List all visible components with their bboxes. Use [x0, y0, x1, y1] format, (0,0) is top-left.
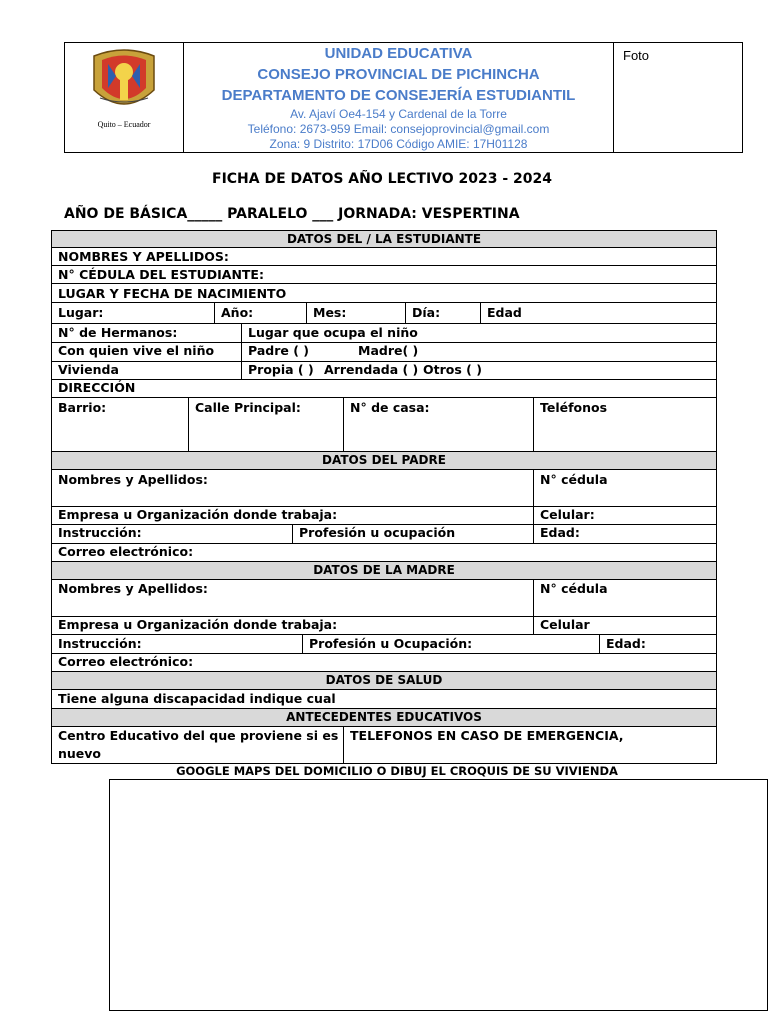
age-field[interactable]: Edad — [480, 303, 481, 323]
birth-order-field[interactable]: Lugar que ocupa el niño — [241, 324, 242, 342]
emergency-phones-field[interactable]: TELEFONOS EN CASO DE EMERGENCIA, — [343, 727, 344, 763]
section-education: ANTECEDENTES EDUCATIVOS — [51, 709, 717, 727]
row-mother-email[interactable]: Correo electrónico: — [51, 654, 717, 672]
row-mother-education[interactable]: Instrucción: Profesión u Ocupación: Edad: — [51, 635, 717, 654]
father-age-field[interactable]: Edad: — [533, 525, 534, 543]
father-option[interactable]: Padre ( ) — [248, 343, 309, 358]
lives-with-options[interactable] — [241, 343, 419, 361]
section-student: DATOS DEL / LA ESTUDIANTE — [51, 230, 717, 248]
header-contact: Teléfono: 2673-959 Email: consejoprovincial@gmail.com — [247, 122, 550, 136]
phones-field[interactable]: Teléfonos — [533, 398, 534, 451]
row-mother-names[interactable]: Nombres y Apellidos: N° cédula — [51, 580, 717, 617]
row-housing[interactable]: Vivienda Propia ( ) Arrendada ( ) Otros ( ) — [51, 362, 717, 380]
row-student-birth[interactable]: LUGAR Y FECHA DE NACIMIENTO — [51, 284, 717, 303]
header-line-1: UNIDAD EDUCATIVA — [324, 45, 473, 62]
mother-profession-field[interactable]: Profesión u Ocupación: — [302, 635, 303, 653]
mother-age-field[interactable]: Edad: — [599, 635, 600, 653]
header-codes: Zona: 9 Distrito: 17D06 Código AMIE: 17H01128 — [269, 137, 528, 151]
main-street-field[interactable]: Calle Principal: — [188, 398, 189, 451]
row-lives-with[interactable]: Con quien vive el niño Padre ( ) Madre( ) — [51, 343, 717, 362]
birth-year-field[interactable]: Año: — [214, 303, 215, 323]
school-crest-logo — [64, 42, 184, 122]
row-student-names[interactable]: NOMBRES Y APELLIDOS: — [51, 248, 717, 266]
father-id-field[interactable]: N° cédula — [533, 470, 534, 506]
form-title: FICHA DE DATOS AÑO LECTIVO 2023 - 2024 — [212, 171, 553, 187]
section-father: DATOS DEL PADRE — [51, 452, 717, 470]
row-address-details[interactable]: Barrio: Calle Principal: N° de casa: Teléfonos — [51, 398, 717, 452]
birth-month-field[interactable]: Mes: — [306, 303, 307, 323]
form-subtitle: AÑO DE BÁSICA_____ PARALELO ___ JORNADA: VESPERTINA — [64, 206, 520, 222]
others-option[interactable]: Otros ( ) — [423, 362, 482, 377]
mother-cell-field[interactable]: Celular — [533, 617, 534, 634]
row-siblings[interactable]: N° de Hermanos: Lugar que ocupa el niño — [51, 324, 717, 343]
section-health: DATOS DE SALUD — [51, 672, 717, 690]
row-previous-school[interactable]: Centro Educativo del que proviene si es nuevo TELEFONOS EN CASO DE EMERGENCIA, — [51, 727, 717, 764]
row-father-company[interactable]: Empresa u Organización donde trabaja: Celular: — [51, 507, 717, 525]
photo-label: Foto — [623, 48, 650, 63]
map-sketch-box[interactable] — [109, 779, 768, 1011]
logo-caption: Quito – Ecuador — [97, 120, 151, 129]
mother-id-field[interactable]: N° cédula — [533, 580, 534, 616]
row-father-education[interactable]: Instrucción: Profesión u ocupación Edad: — [51, 525, 717, 544]
header-line-2: CONSEJO PROVINCIAL DE PICHINCHA — [257, 66, 540, 83]
section-mother: DATOS DE LA MADRE — [51, 562, 717, 580]
rented-option[interactable]: Arrendada ( ) — [324, 362, 419, 377]
own-option[interactable]: Propia ( ) — [248, 362, 314, 377]
header-line-3: DEPARTAMENTO DE CONSEJERÍA ESTUDIANTIL — [221, 87, 576, 104]
row-mother-company[interactable]: Empresa u Organización donde trabaja: Celular — [51, 617, 717, 635]
row-father-email[interactable]: Correo electrónico: — [51, 544, 717, 562]
row-address: DIRECCIÓN — [51, 380, 717, 398]
header-address: Av. Ajaví Oe4-154 y Cardenal de la Torre — [290, 107, 507, 121]
row-student-id[interactable]: N° CÉDULA DEL ESTUDIANTE: — [51, 266, 717, 284]
map-title: GOOGLE MAPS DEL DOMICILIO O DIBUJ EL CROQUIS DE SU VIVIENDA — [176, 764, 618, 778]
row-father-names[interactable]: Nombres y Apellidos: N° cédula — [51, 470, 717, 507]
house-number-field[interactable]: N° de casa: — [343, 398, 344, 451]
mother-option[interactable]: Madre( ) — [358, 343, 419, 358]
row-birth-details[interactable]: Lugar: Año: Mes: Día: Edad — [51, 303, 717, 324]
logo-cell — [64, 42, 184, 153]
father-cell-field[interactable]: Celular: — [533, 507, 534, 524]
row-disability[interactable]: Tiene alguna discapacidad indique cual — [51, 690, 717, 709]
father-profession-field[interactable]: Profesión u ocupación — [292, 525, 293, 543]
birth-day-field[interactable]: Día: — [405, 303, 406, 323]
